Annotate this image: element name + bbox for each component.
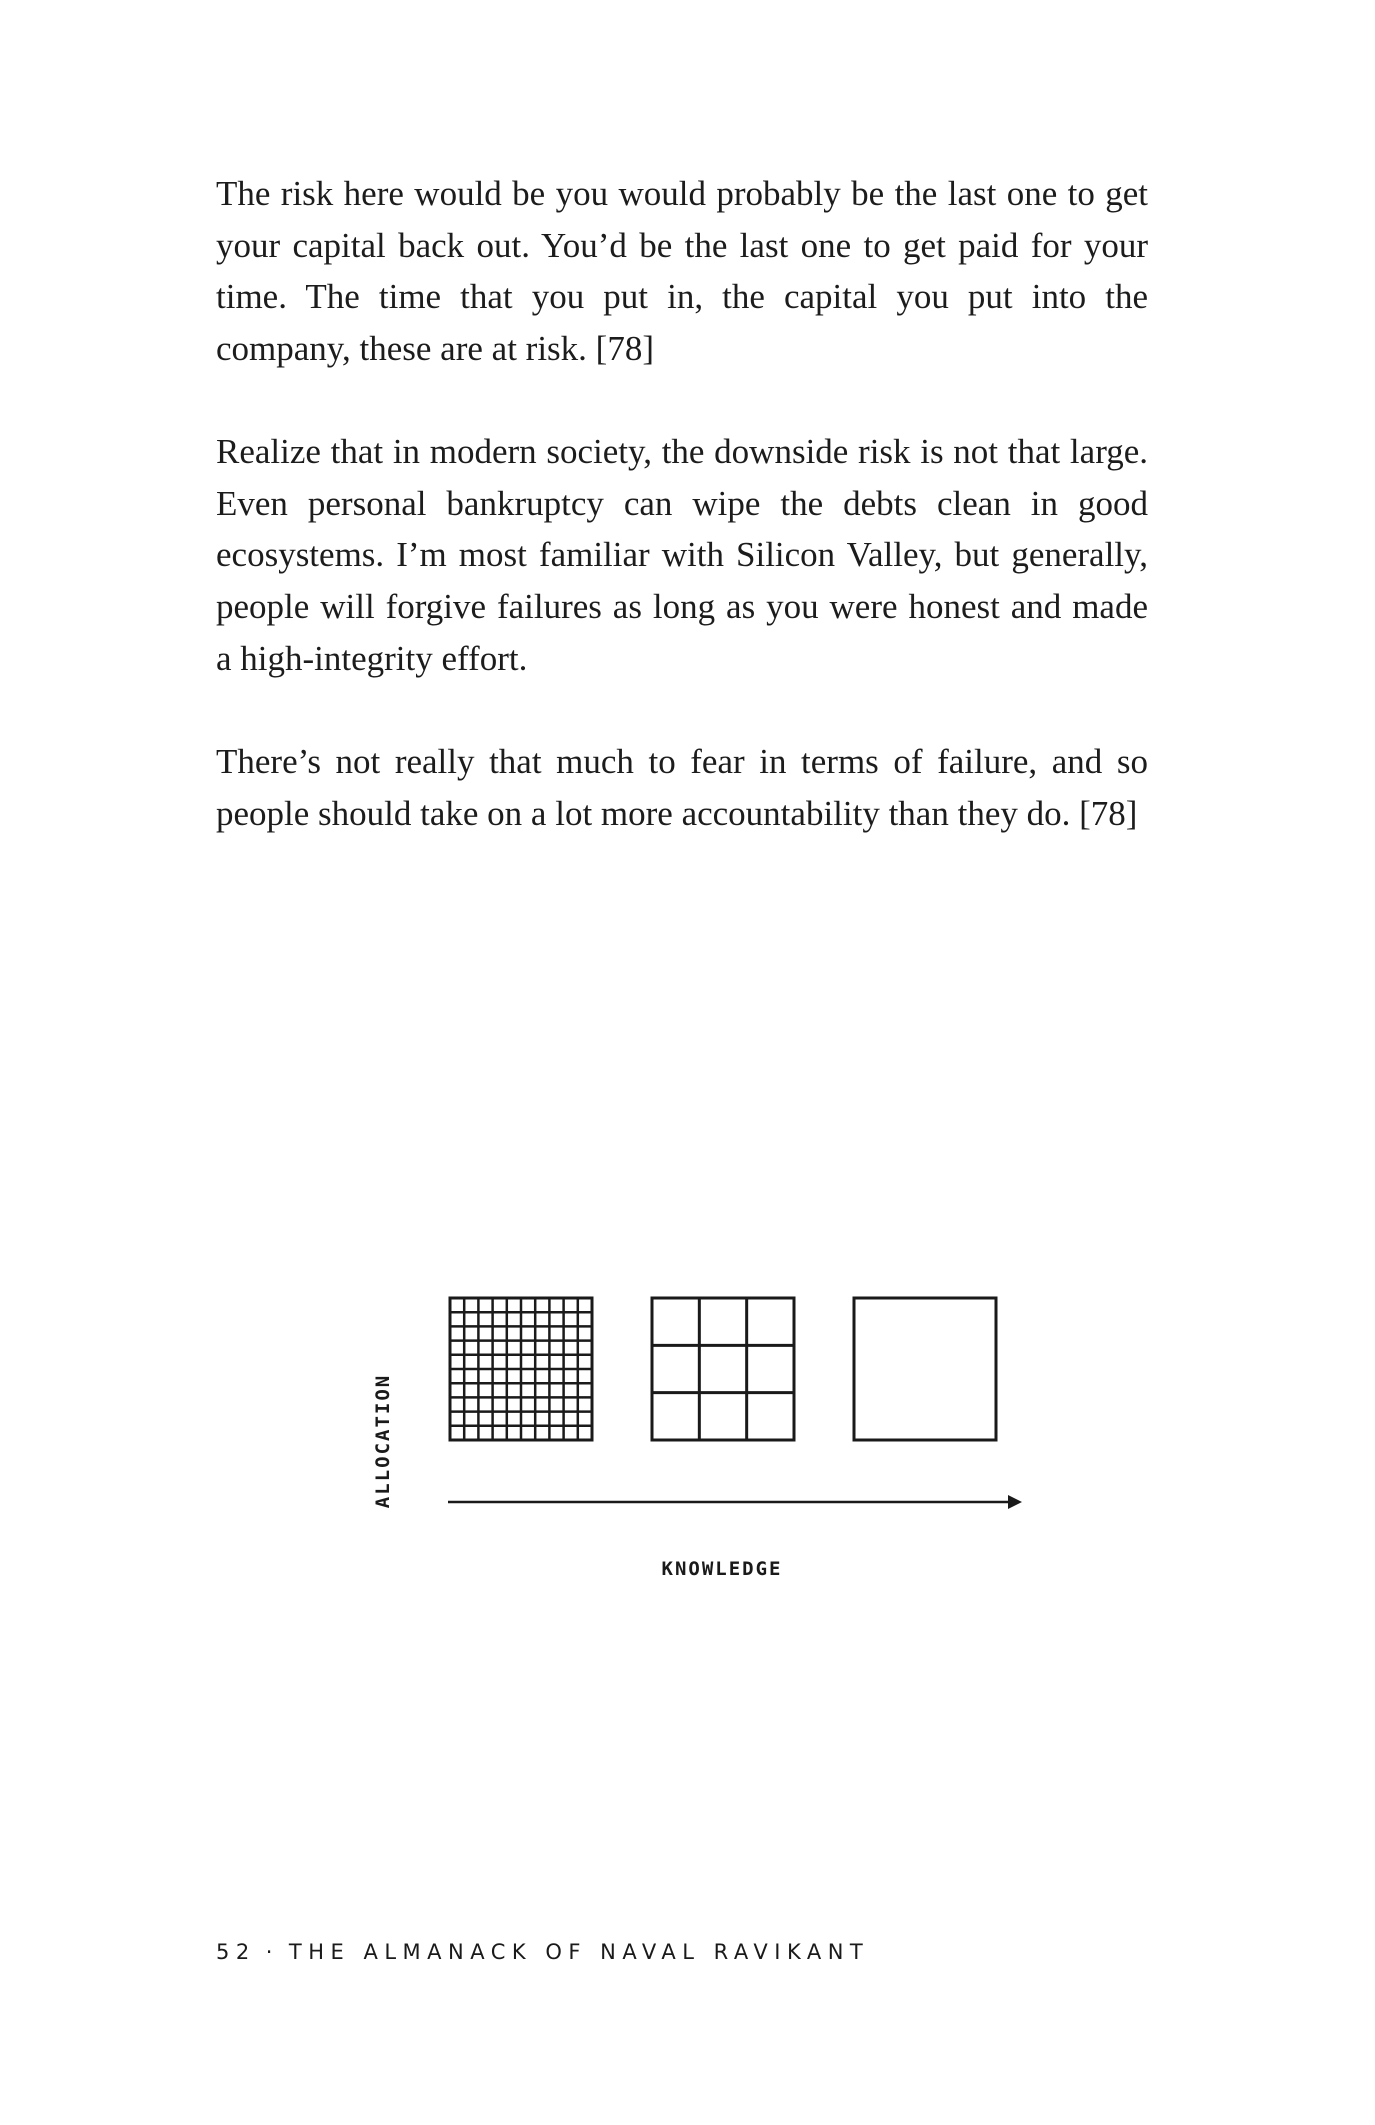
page-footer (216, 1940, 869, 1964)
medium-grid-border (652, 1298, 794, 1440)
x-axis-label: KNOWLEDGE (661, 1558, 783, 1580)
knowledge-allocation-diagram (360, 1290, 1040, 1590)
knowledge-arrow-head (1008, 1495, 1022, 1509)
fine-grid (450, 1298, 592, 1440)
paragraph-3: There’s not really that much to fear in terms of failure, and so people should take on a lot more accountability than they do. [78] (216, 742, 1148, 833)
single-square-border (854, 1298, 996, 1440)
medium-grid (652, 1298, 794, 1440)
paragraph-1: The risk here would be you would probably be the last one to get your capital back out. You’d be the last one to get paid for your time. The time that you put in, the capital you put into the company, these are at risk. [78] (216, 174, 1148, 369)
y-axis-label: ALLOCATION (372, 1373, 394, 1509)
book-title: THE ALMANACK OF NAVAL RAVIKANT (288, 1940, 870, 1964)
paragraph-2: Realize that in modern society, the downside risk is not that large. Even personal bankruptcy can wipe the debts clean in good ecosystems. I’m most familiar with Silicon Valley, but generally, people will forgive failures as long as you were honest and made a high-integrity effort. (216, 432, 1148, 678)
footer-separator: · (265, 1940, 279, 1964)
page-number: 52 (216, 1940, 256, 1964)
diagram-svg (360, 1290, 1040, 1590)
single-square (854, 1298, 996, 1440)
